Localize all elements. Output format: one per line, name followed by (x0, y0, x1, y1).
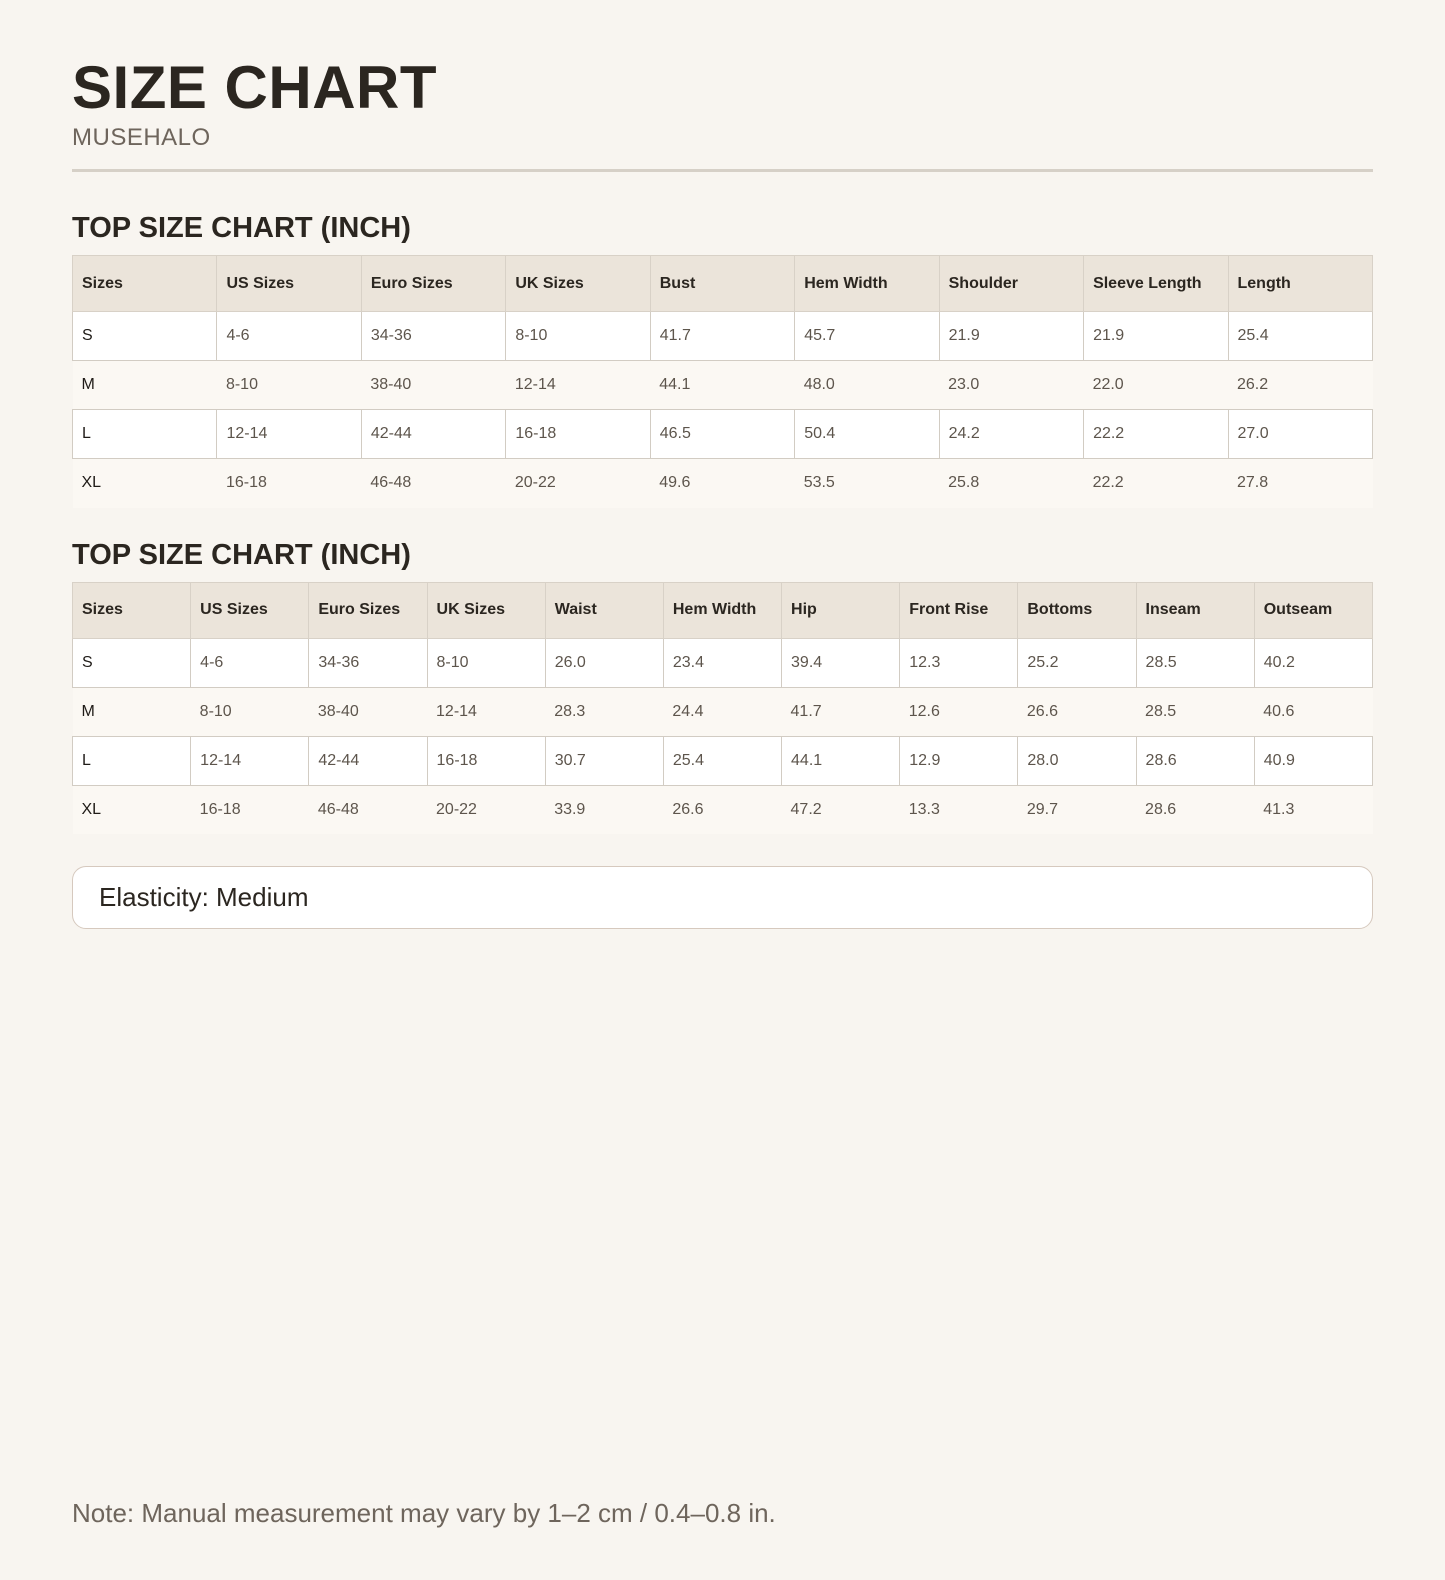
size-label-cell: S (73, 638, 191, 687)
elasticity-label: Elasticity: Medium (99, 882, 309, 912)
table-cell: 40.9 (1254, 736, 1372, 785)
column-header: Hem Width (663, 582, 781, 638)
table-cell: 34-36 (361, 312, 505, 361)
table-cell: 34-36 (309, 638, 427, 687)
table-cell: 4-6 (191, 638, 309, 687)
size-label-cell: L (73, 736, 191, 785)
table-cell: 16-18 (427, 736, 545, 785)
table-cell: 12-14 (427, 687, 545, 736)
table-cell: 28.5 (1136, 687, 1254, 736)
table-cell: 46-48 (361, 459, 505, 508)
table-row (73, 785, 1373, 834)
table-cell: 25.4 (1228, 312, 1373, 361)
table-cell: 48.0 (795, 361, 939, 410)
table-cell: 49.6 (650, 459, 794, 508)
table-cell: 44.1 (782, 736, 900, 785)
column-header: Front Rise (900, 582, 1018, 638)
table-cell: 41.7 (650, 312, 794, 361)
size-label-cell: S (73, 312, 217, 361)
table-cell: 8-10 (191, 687, 309, 736)
column-header: US Sizes (191, 582, 309, 638)
table-cell: 24.2 (939, 410, 1083, 459)
table-cell: 16-18 (191, 785, 309, 834)
top-size-table (72, 255, 1373, 508)
table-cell: 38-40 (309, 687, 427, 736)
table-row (73, 361, 1373, 410)
table-cell: 27.8 (1228, 459, 1373, 508)
table-cell: 53.5 (795, 459, 939, 508)
table-cell: 23.4 (663, 638, 781, 687)
table-cell: 44.1 (650, 361, 794, 410)
elasticity-box (72, 866, 1373, 929)
table-cell: 24.4 (663, 687, 781, 736)
table-cell: 29.7 (1018, 785, 1136, 834)
table-cell: 46.5 (650, 410, 794, 459)
column-header: Waist (545, 582, 663, 638)
table-row (73, 312, 1373, 361)
table-cell: 16-18 (506, 410, 650, 459)
column-header: Bottoms (1018, 582, 1136, 638)
column-header: UK Sizes (427, 582, 545, 638)
table-cell: 33.9 (545, 785, 663, 834)
table-cell: 8-10 (217, 361, 361, 410)
table-cell: 21.9 (1084, 312, 1228, 361)
table-cell: 26.6 (1018, 687, 1136, 736)
table-cell: 42-44 (361, 410, 505, 459)
table-cell: 13.3 (900, 785, 1018, 834)
table-cell: 28.5 (1136, 638, 1254, 687)
table-header-row (73, 256, 1373, 312)
table-cell: 50.4 (795, 410, 939, 459)
size-label-cell: XL (73, 459, 217, 508)
table-cell: 27.0 (1228, 410, 1373, 459)
column-header: Bust (650, 256, 794, 312)
table-cell: 40.2 (1254, 638, 1372, 687)
top-size-chart-title: TOP SIZE CHART (INCH) (72, 212, 411, 244)
table-cell: 41.7 (782, 687, 900, 736)
column-header: Inseam (1136, 582, 1254, 638)
table-cell: 30.7 (545, 736, 663, 785)
table-row (73, 638, 1373, 687)
measurement-note: Note: Manual measurement may vary by 1–2 cm / 0.4–0.8 in. (72, 1498, 776, 1528)
table-cell: 26.0 (545, 638, 663, 687)
table-cell: 28.3 (545, 687, 663, 736)
column-header: Outseam (1254, 582, 1372, 638)
table-cell: 28.6 (1136, 785, 1254, 834)
table-header-row (73, 582, 1373, 638)
table-cell: 25.2 (1018, 638, 1136, 687)
column-header: Shoulder (939, 256, 1083, 312)
table-cell: 21.9 (939, 312, 1083, 361)
header-divider (72, 169, 1373, 172)
table-cell: 26.6 (663, 785, 781, 834)
table-row (73, 736, 1373, 785)
table-cell: 25.8 (939, 459, 1083, 508)
table-cell: 39.4 (782, 638, 900, 687)
column-header: UK Sizes (506, 256, 650, 312)
table-cell: 45.7 (795, 312, 939, 361)
size-label-cell: L (73, 410, 217, 459)
column-header: Sleeve Length (1084, 256, 1228, 312)
table-row (73, 459, 1373, 508)
column-header: Euro Sizes (309, 582, 427, 638)
size-label-cell: XL (73, 785, 191, 834)
page-title: SIZE CHART (72, 54, 437, 121)
table-cell: 28.0 (1018, 736, 1136, 785)
bottom-size-table (72, 582, 1373, 835)
table-cell: 20-22 (427, 785, 545, 834)
table-row (73, 410, 1373, 459)
column-header: Hem Width (795, 256, 939, 312)
brand-name: MUSEHALO (72, 124, 211, 151)
table-cell: 4-6 (217, 312, 361, 361)
table-cell: 16-18 (217, 459, 361, 508)
table-cell: 20-22 (506, 459, 650, 508)
table-cell: 23.0 (939, 361, 1083, 410)
table-cell: 25.4 (663, 736, 781, 785)
table-cell: 12.3 (900, 638, 1018, 687)
column-header: Length (1228, 256, 1373, 312)
table-cell: 22.2 (1084, 459, 1228, 508)
table-row (73, 687, 1373, 736)
table-cell: 22.2 (1084, 410, 1228, 459)
bottom-size-chart-title: TOP SIZE CHART (INCH) (72, 538, 411, 571)
size-label-cell: M (73, 361, 217, 410)
size-label-cell: M (73, 687, 191, 736)
table-cell: 42-44 (309, 736, 427, 785)
table-cell: 28.6 (1136, 736, 1254, 785)
table-cell: 12.6 (900, 687, 1018, 736)
column-header: Hip (782, 582, 900, 638)
table-cell: 22.0 (1084, 361, 1228, 410)
table-cell: 8-10 (506, 312, 650, 361)
column-header: Sizes (73, 582, 191, 638)
column-header: US Sizes (217, 256, 361, 312)
table-cell: 26.2 (1228, 361, 1373, 410)
table-cell: 8-10 (427, 638, 545, 687)
table-cell: 12-14 (191, 736, 309, 785)
table-cell: 12-14 (217, 410, 361, 459)
table-cell: 47.2 (782, 785, 900, 834)
column-header: Sizes (73, 256, 217, 312)
table-cell: 46-48 (309, 785, 427, 834)
table-cell: 38-40 (361, 361, 505, 410)
table-cell: 40.6 (1254, 687, 1372, 736)
table-cell: 12.9 (900, 736, 1018, 785)
table-cell: 12-14 (506, 361, 650, 410)
table-cell: 41.3 (1254, 785, 1372, 834)
size-chart-page (72, 0, 1373, 929)
column-header: Euro Sizes (361, 256, 505, 312)
